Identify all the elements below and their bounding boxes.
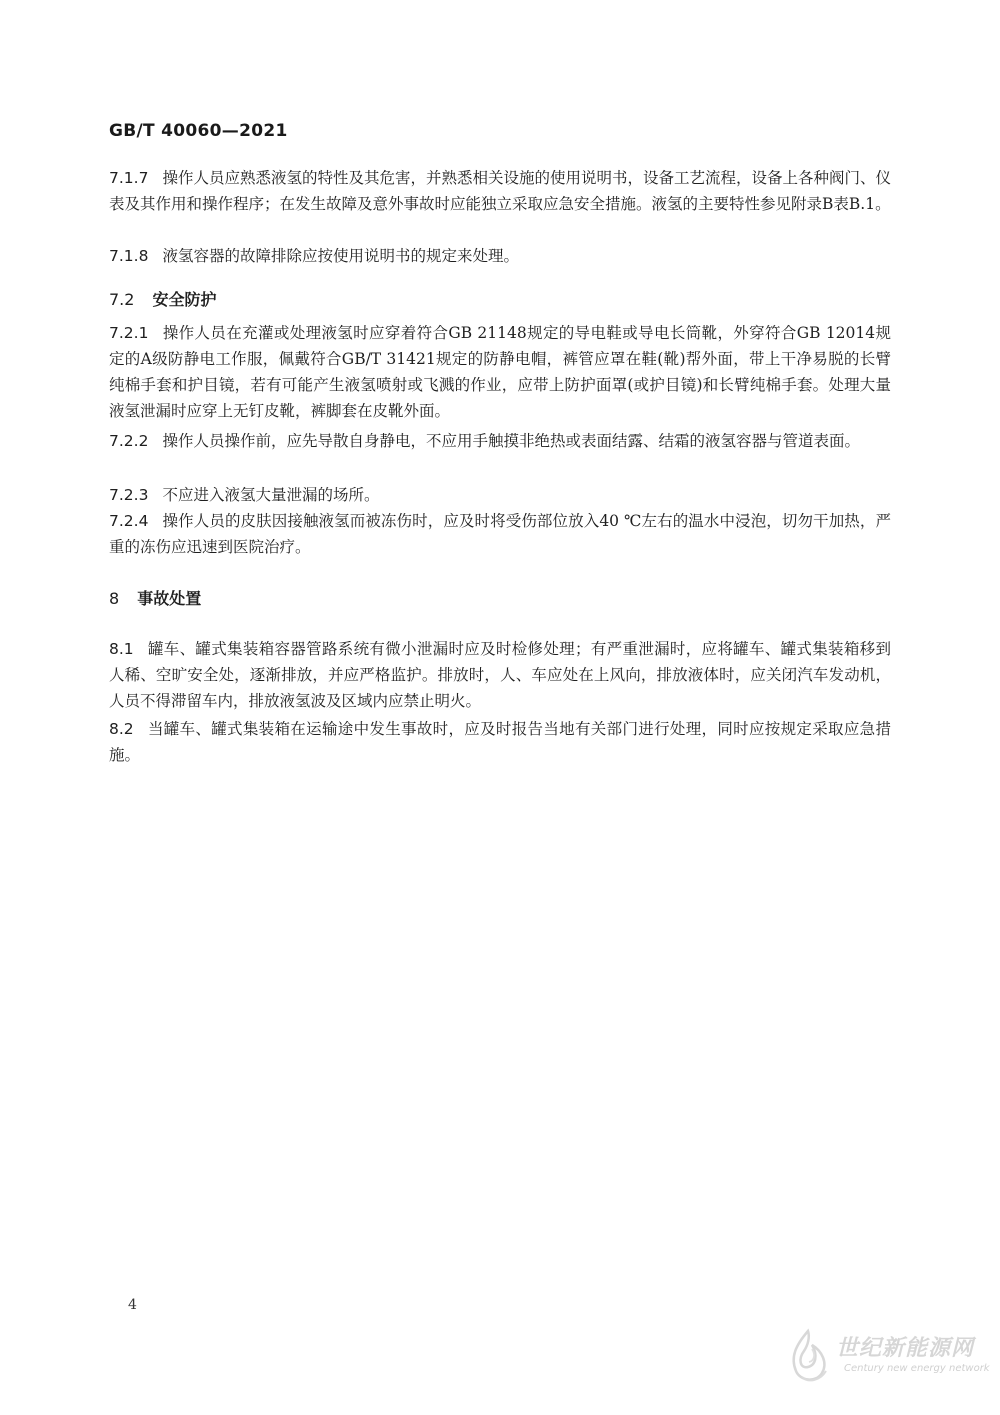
- watermark-subtitle: Century new energy network: [844, 1363, 990, 1374]
- clause-8-1: [109, 636, 891, 714]
- clause-number: 7.1.7: [109, 169, 149, 187]
- clause-text: 液氢容器的故障排除应按使用说明书的规定来处理。: [162, 247, 519, 265]
- clause-7-2-3: [109, 482, 891, 508]
- clause-7-1-7: [109, 165, 891, 217]
- clause-text: 操作人员在充灌或处理液氢时应穿着符合GB 21148规定的导电鞋或导电长筒靴，外穿符合GB 12014规定的A级防静电工作服，佩戴符合GB/T 31421规定的防静电帽，裤管应罩在鞋(靴)帮外面，带上干净易脱的长臂纯棉手套和护目镜，若有可能产生液氢喷射或飞溅的作业，应带上防护面罩(或护目镜)和长臂纯棉手套。处理大量液氢泄漏时应穿上无钉皮靴，裤脚套在皮靴外面。: [109, 324, 891, 420]
- page-number: 4: [128, 1297, 137, 1313]
- flame-swirl-icon: [782, 1325, 834, 1389]
- clause-number: 7.1.8: [109, 247, 149, 265]
- section-title: 安全防护: [152, 290, 217, 309]
- clause-text: 当罐车、罐式集装箱在运输途中发生事故时，应及时报告当地有关部门进行处理，同时应按规定采取应急措施。: [109, 720, 891, 764]
- clause-text: 操作人员操作前，应先导散自身静电，不应用手触摸非绝热或表面结露、结霜的液氢容器与管道表面。: [162, 432, 860, 450]
- standard-code: GB/T 40060—2021: [109, 121, 288, 141]
- section-heading-7-2: [109, 287, 216, 313]
- clause-8-2: [109, 716, 891, 768]
- watermark: [782, 1323, 990, 1393]
- clause-number: 8.1: [109, 640, 134, 658]
- clause-text: 操作人员应熟悉液氢的特性及其危害，并熟悉相关设施的使用说明书，设备工艺流程，设备上各种阀门、仪表及其作用和操作程序；在发生故障及意外事故时应能独立采取应急安全措施。液氢的主要特性参见附录B表B.1。: [109, 169, 891, 213]
- clause-number: 7.2.1: [109, 324, 149, 342]
- clause-7-2-2: [109, 428, 891, 454]
- section-number: 7.2: [109, 290, 135, 309]
- clause-text: 不应进入液氢大量泄漏的场所。: [162, 486, 380, 504]
- section-number: 8: [109, 589, 120, 608]
- clause-7-1-8: [109, 243, 891, 269]
- clause-text: 操作人员的皮肤因接触液氢而被冻伤时，应及时将受伤部位放入40 ℃左右的温水中浸泡，切勿干加热，严重的冻伤应迅速到医院治疗。: [109, 512, 891, 556]
- clause-text: 罐车、罐式集装箱容器管路系统有微小泄漏时应及时检修处理；有严重泄漏时，应将罐车、罐式集装箱移到人稀、空旷安全处，逐渐排放，并应严格监护。排放时，人、车应处在上风向，排放液体时，应关闭汽车发动机，人员不得滞留车内，排放液氢波及区域内应禁止明火。: [109, 640, 891, 710]
- watermark-title: 世纪新能源网: [836, 1336, 975, 1361]
- clause-number: 7.2.4: [109, 512, 149, 530]
- clause-7-2-1: [109, 320, 891, 424]
- clause-7-2-4: [109, 508, 891, 560]
- clause-number: 8.2: [109, 720, 134, 738]
- section-heading-8: [109, 586, 201, 612]
- clause-number: 7.2.2: [109, 432, 149, 450]
- section-title: 事故处置: [137, 589, 202, 608]
- clause-number: 7.2.3: [109, 486, 149, 504]
